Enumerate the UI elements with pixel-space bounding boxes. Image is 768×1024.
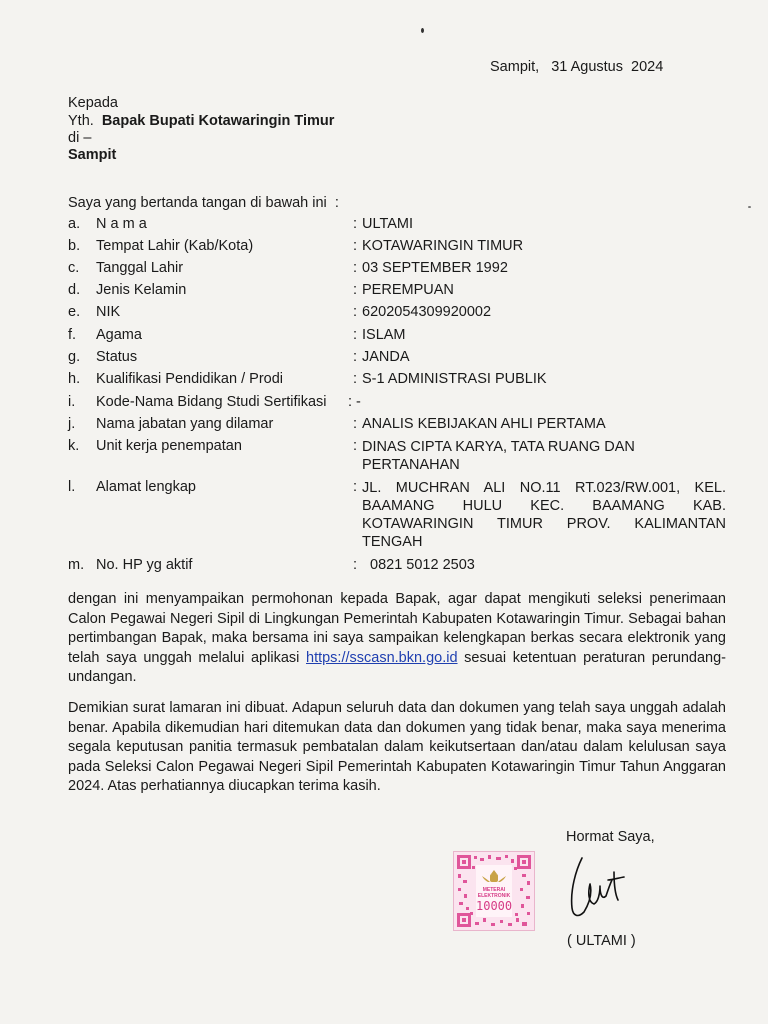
field-letter: k. [68, 438, 80, 454]
field-colon: : [348, 394, 353, 410]
e-meterai-label: METERAI ELEKTRONIK [477, 887, 511, 899]
field-value: 0821 5012 2503 [370, 557, 475, 573]
field-label: Nama jabatan yang dilamar [96, 416, 274, 432]
field-value: PEREMPUAN [362, 282, 454, 298]
field-label: Jenis Kelamin [96, 282, 187, 298]
field-value: DINAS CIPTA KARYA, TATA RUANG DAN PERTANAHAN [362, 439, 635, 473]
field-label: Agama [96, 327, 142, 343]
field-letter: j. [68, 416, 76, 432]
paragraph-declaration: Demikian surat lamaran ini dibuat. Adapun seluruh data dan dokumen yang telah saya unggah adalah benar. Apabila dikemudian hari ditemukan data dan dokumen yang tidak benar, maka saya menerima segala keputusan panitia termasuk pembatalan dalam keikutsertaan dan/atau dalam kelulusan saya pada Seleksi Calon Pegawai Negeri Sipil Pemerintah Kabupaten Kotawaringin Timur Tahun Anggaran 2024. Atas perhatiannya diucapkan terima kasih. [68, 700, 726, 794]
field-colon: : [353, 282, 358, 298]
recipient-line [68, 113, 334, 129]
field-value: 03 SEPTEMBER 1992 [362, 260, 508, 276]
field-label: Tanggal Lahir [96, 260, 184, 276]
scan-speck [748, 206, 751, 208]
field-label: Tempat Lahir (Kab/Kota) [96, 238, 254, 254]
paragraph-request-tail: sesuai ketentuan peraturan perundang-undangan. [68, 649, 726, 685]
field-colon: : [353, 349, 358, 365]
field-label: Unit kerja penempatan [96, 438, 242, 454]
intro-text: Saya yang bertanda tangan di bawah ini : [68, 195, 339, 211]
field-letter: d. [68, 282, 81, 298]
field-label: Status [96, 349, 138, 365]
e-meterai-value: 10000 [476, 899, 513, 913]
recipient-yth: Yth. [68, 113, 94, 129]
recipient-kepada: Kepada [68, 95, 118, 111]
field-label: Kode-Nama Bidang Studi Sertifikasi [96, 394, 327, 410]
sscasn-link[interactable]: https://sscasn.bkn.go.id [306, 649, 458, 666]
field-value: - [356, 394, 361, 410]
field-label: N a m a [96, 216, 147, 232]
field-colon: : [353, 371, 358, 387]
scan-speck [421, 28, 424, 33]
signer-name: ( ULTAMI ) [567, 933, 636, 949]
field-colon: : [353, 260, 358, 276]
e-meterai-stamp [453, 851, 535, 931]
field-label: No. HP yg aktif [96, 557, 193, 573]
field-colon: : [353, 304, 358, 320]
field-colon: : [353, 557, 358, 573]
field-value: KOTAWARINGIN TIMUR [362, 238, 524, 254]
field-letter: h. [68, 371, 81, 387]
paragraph-request [68, 590, 726, 688]
field-value: S-1 ADMINISTRASI PUBLIK [362, 371, 547, 387]
field-label: NIK [96, 304, 121, 320]
recipient-di: di – [68, 130, 92, 146]
field-value: ANALIS KEBIJAKAN AHLI PERTAMA [362, 416, 606, 432]
field-label: Alamat lengkap [96, 479, 196, 495]
field-value: JANDA [362, 349, 410, 365]
field-colon: : [353, 479, 358, 495]
field-letter: c. [68, 260, 80, 276]
recipient-name: Bapak Bupati Kotawaringin Timur [101, 113, 335, 129]
field-colon: : [353, 238, 358, 254]
field-colon: : [353, 438, 358, 454]
field-colon: : [353, 416, 358, 432]
field-value: 6202054309920002 [362, 304, 492, 320]
field-letter: m. [68, 557, 85, 573]
paragraph-request-text: dengan ini menyampaikan permohonan kepada Bapak, agar dapat mengikuti seleksi penerimaan Calon Pegawai Negeri Sipil di Lingkungan Pemerintah Kabupaten Kotawaringin Timur. Sebagai bahan pertimbangan Bapak, maka bersama ini saya sampaikan kelengkapan berkas secara elektronik yang telah saya unggah melalui aplikasi [68, 591, 726, 666]
recipient-city: Sampit [68, 147, 117, 163]
field-value: ISLAM [362, 327, 406, 343]
field-colon: : [353, 216, 358, 232]
field-letter: a. [68, 216, 81, 232]
field-letter: g. [68, 349, 81, 365]
closing-greeting: Hormat Saya, [566, 829, 655, 845]
field-value: ULTAMI [362, 216, 414, 232]
field-letter: l. [68, 479, 76, 495]
signature [560, 850, 640, 928]
place-date: Sampit, 31 Agustus 2024 [490, 59, 664, 75]
field-letter: b. [68, 238, 81, 254]
field-letter: e. [68, 304, 81, 320]
field-label: Kualifikasi Pendidikan / Prodi [96, 371, 283, 387]
field-letter: f. [68, 327, 77, 343]
field-letter: i. [68, 394, 76, 410]
field-colon: : [353, 327, 358, 343]
field-value: JL. MUCHRAN ALI NO.11 RT.023/RW.001, KEL. BAAMANG HULU KEC. BAAMANG KAB. KOTAWARINGIN TIMUR PROV. KALIMANTAN TENGAH [362, 480, 726, 550]
